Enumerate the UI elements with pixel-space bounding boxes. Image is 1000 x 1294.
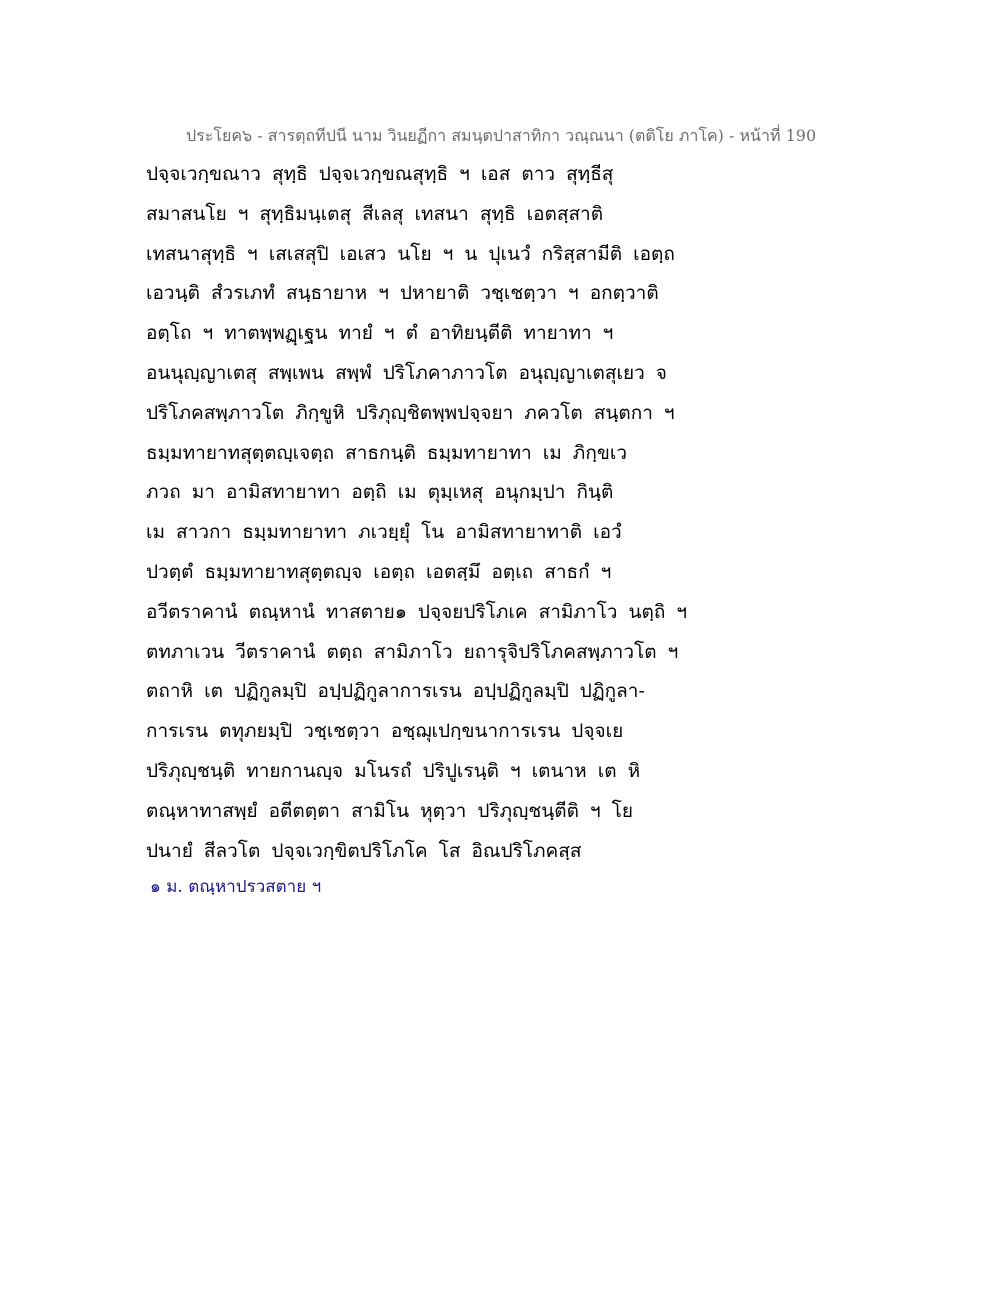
body-line: อวีตราคานํ ตณฺหานํ ทาสตาย๑ ปจฺจยปริโภเค สามิภาโว นตฺถิ ฯ — [146, 600, 688, 623]
body-line: ตณฺหาทาสพฺยํ อตีตตฺตา สามิโน หุตฺวา ปริภุญฺชนฺตีติ ฯ โย — [146, 799, 634, 822]
body-line: ธมฺมทายาทสุตฺตญฺเจตฺถ สาธกนฺติ ธมฺมทายาทา เม ภิกฺขเว — [146, 441, 627, 464]
body-line: เอวนฺติ สํวรเภทํ สนฺธายาห ฯ ปหายาติ วชฺเชตฺวา ฯ อกตฺวาติ — [146, 282, 659, 305]
body-line: เม สาวกา ธมฺมทายาทา ภเวยฺยุํ โน อามิสทายาทาติ เอวํ — [146, 521, 622, 544]
body-line: ตทภาเวน วีตราคานํ ตตฺถ สามิภาโว ยถารุจิปริโภคสพฺภาวโต ฯ — [146, 640, 679, 663]
footnote: ๑ ม. ตณฺหาปรวสตาย ฯ — [150, 877, 322, 897]
body-line: ปริภุญฺชนฺติ ทายกานญฺจ มโนรถํ ปริปูเรนฺติ ฯ เตนาห เต หิ — [146, 759, 641, 782]
body-line: ปจฺจเวกฺขณาว สุทฺธิ ปจฺจเวกฺขณสุทฺธิ ฯ เอส ตาว สุทฺธีสุ — [146, 163, 614, 185]
body-line: ปริโภคสพฺภาวโต ภิกฺขูหิ ปริภุญฺชิตพฺพปจฺจยา ภควโต สนฺตกา ฯ — [146, 401, 675, 424]
body-line: ปวตฺตํ ธมฺมทายาทสุตฺตญฺจ เอตฺถ เอตสฺมึ อตฺเถ สาธกํ ฯ — [146, 560, 612, 583]
body-line: ภวถ มา อามิสทายาทา อตฺถิ เม ตุมฺเหสุ อนุกมฺปา กินฺติ — [146, 481, 614, 504]
running-header: ประโยค๖ - สารตฺถทีปนี นาม วินยฏีกา สมนฺตปาสาทิกา วณฺณนา (ตติโย ภาโค) - หน้าที่ 190 — [186, 126, 817, 145]
body-line: อตฺโถ ฯ ทาตพฺพฏฺเฐน ทายํ ฯ ตํ อาทิยนฺตีติ ทายาทา ฯ — [146, 322, 614, 345]
body-line: การเรน ตทุภยมฺปิ วชฺเชตฺวา อชฺฌุเปกฺขนาการเรน ปจฺจเย — [146, 720, 624, 743]
body-text — [146, 159, 726, 875]
body-line: ปนายํ สีลวโต ปจฺจเวกฺขิตปริโภโค โส อิณปริโภคสฺส — [146, 839, 582, 862]
body-line: อนนุญฺญาเตสุ สพฺเพน สพฺพํ ปริโภคาภาวโต อนุญฺญาเตสุเยว จ — [146, 361, 667, 384]
body-line: ตถาหิ เต ปฏิกูลมฺปิ อปฺปฏิกูลาการเรน อปฺปฏิกูลมฺปิ ปฏิกูลา- — [146, 680, 645, 703]
body-line: สมาสนโย ฯ สุทฺธิมนฺเตสุ สีเลสุ เทสนา สุทฺธิ เอตสฺสาติ — [146, 202, 604, 225]
body-line: เทสนาสุทฺธิ ฯ เสเสสุปิ เอเสว นโย ฯ น ปุเนวํ กริสฺสามีติ เอตฺถ — [146, 242, 675, 265]
